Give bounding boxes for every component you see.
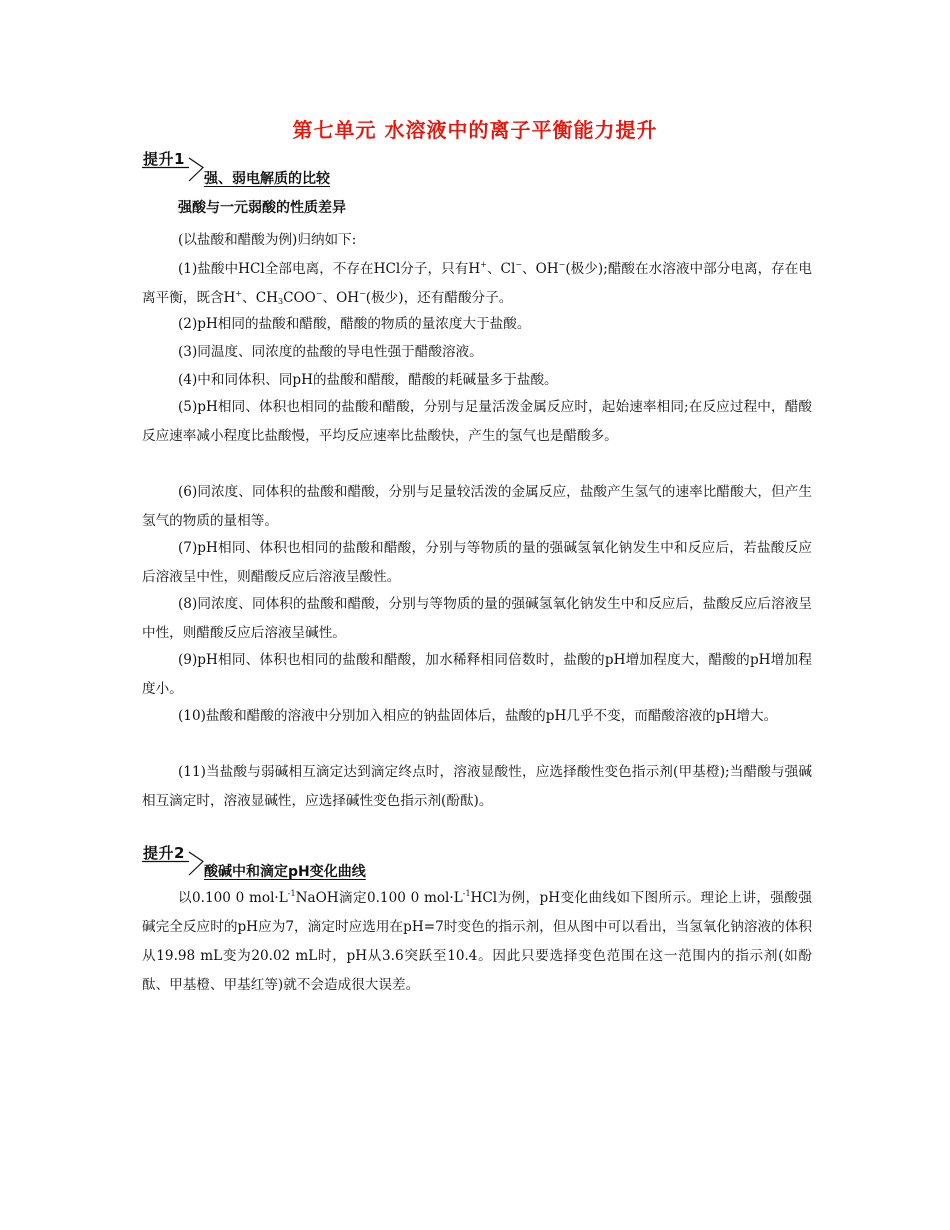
page-title: 第七单元 水溶液中的离子平衡能力提升	[292, 118, 658, 142]
badge-label: 提升1	[143, 150, 185, 168]
paragraph-7: (7)pH相同、体积也相同的盐酸和醋酸，分别与等物质的量的强碱氢氧化钠发生中和反应后，若盐酸反应后溶液呈中性，则醋酸反应后溶液呈酸性。	[142, 540, 812, 585]
titration-paragraph: 以0.100 0 $mol\cdot L^{-1}NaOH$滴定0.100 0 $mol\cdot L^{-1}HCl$为例，pH变化曲线如下图所示。理论上讲，强酸强碱完全反应时的pH应为7，滴定时应选用在pH=7时变色的指示剂，但从图中可以看出，当氢氧化钠溶液的体积从19.98 mL变为20.02 mL时，pH从3.6突跃至10.4。因此只要选择变色范围在这一范围内的指示剂(如酚酞、甲基橙、甲基红等)就不会造成很大误差。	[142, 889, 812, 993]
paragraph-6: (6)同浓度、同体积的盐酸和醋酸，分别与足量较活泼的金属反应，盐酸产生氢气的速率比醋酸大，但产生氢气的物质的量相等。	[142, 484, 812, 529]
paragraph-1: (1)盐酸中HCl全部电离，不存在HCl分子，只有H+、Cl−、OH−(极少);醋酸在水溶液中部分电离，存在电离平衡，既含H+、$CH_3COO^-$、OH−(极少)，还有醋酸分子。	[142, 260, 813, 306]
paragraph-2: (2)pH相同的盐酸和醋酸，醋酸的物质的量浓度大于盐酸。	[178, 316, 531, 332]
section-badge-2	[141, 842, 207, 878]
paragraph-10: (10)盐酸和醋酸的溶液中分别加入相应的钠盐固体后，盐酸的pH几乎不变，而醋酸溶液的pH增大。	[178, 708, 778, 724]
intro-paragraph: (以盐酸和醋酸为例)归纳如下:	[178, 232, 357, 248]
section-heading-1: 强、弱电解质的比较	[204, 171, 330, 187]
paragraph-8: (8)同浓度、同体积的盐酸和醋酸，分别与等物质的量的强碱氢氧化钠发生中和反应后，盐酸反应后溶液呈中性，则醋酸反应后溶液呈碱性。	[142, 596, 812, 641]
badge-label: 提升2	[143, 844, 185, 862]
sub-heading: 强酸与一元弱酸的性质差异	[178, 200, 346, 216]
paragraph-3: (3)同温度、同浓度的盐酸的导电性强于醋酸溶液。	[178, 344, 483, 360]
section-badge-1	[141, 148, 207, 184]
paragraph-5: (5)pH相同、体积也相同的盐酸和醋酸，分别与足量活泼金属反应时，起始速率相同;在反应过程中，醋酸反应速率减小程度比盐酸慢，平均反应速率比盐酸快，产生的氢气也是醋酸多。	[142, 399, 812, 444]
paragraph-9: (9)pH相同、体积也相同的盐酸和醋酸，加水稀释相同倍数时，盐酸的pH增加程度大，醋酸的pH增加程度小。	[142, 652, 812, 697]
section-heading-2: 酸碱中和滴定pH变化曲线	[204, 864, 366, 880]
paragraph-11: (11)当盐酸与弱碱相互滴定达到滴定终点时，溶液显酸性，应选择酸性变色指示剂(甲基橙);当醋酸与强碱相互滴定时，溶液显碱性，应选择碱性变色指示剂(酚酞)。	[142, 764, 812, 809]
paragraph-4: (4)中和同体积、同pH的盐酸和醋酸，醋酸的耗碱量多于盐酸。	[178, 372, 558, 388]
